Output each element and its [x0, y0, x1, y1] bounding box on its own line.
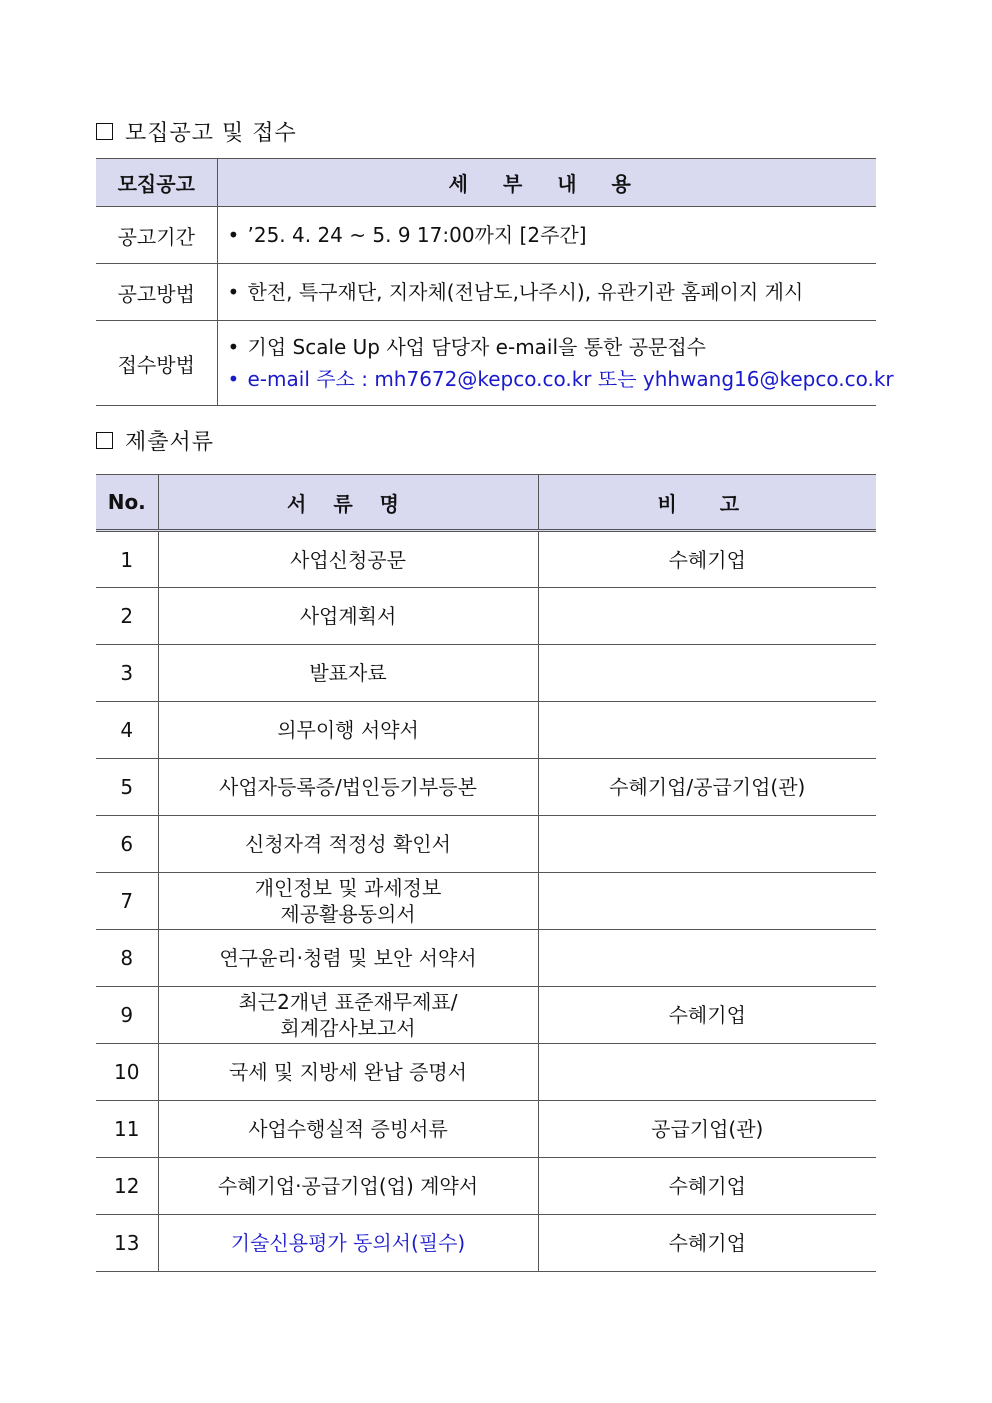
table-header-row	[96, 475, 876, 531]
checkbox-square-icon	[96, 123, 113, 140]
section-title-documents	[96, 425, 214, 456]
row-content	[217, 207, 876, 264]
header-document-name: 서 류 명	[158, 475, 538, 531]
header-details: 세 부 내 용	[217, 159, 876, 207]
row-note	[538, 816, 876, 873]
row-no: 2	[96, 588, 158, 645]
table-row	[96, 930, 876, 987]
row-note: 수혜기업	[538, 1158, 876, 1215]
submission-text: 기업 Scale Up 사업 담당자 e-mail을 통한 공문접수	[247, 335, 706, 359]
row-note	[538, 873, 876, 930]
period-text: ’25. 4. 24 ~ 5. 9 17:00까지 [2주간]	[247, 223, 587, 247]
table-header-row	[96, 159, 876, 207]
row-note	[538, 588, 876, 645]
row-no: 1	[96, 531, 158, 588]
row-note: 수혜기업/공급기업(관)	[538, 759, 876, 816]
table-row	[96, 264, 876, 321]
row-no: 10	[96, 1044, 158, 1101]
row-document-name: 사업자등록증/법인등기부등본	[158, 759, 538, 816]
table-row	[96, 1044, 876, 1101]
document-name-line1: 최근2개년 표준재무제표/	[238, 990, 458, 1014]
bullet-icon: •	[227, 280, 240, 304]
table-row	[96, 321, 876, 406]
table-row	[96, 987, 876, 1044]
row-no: 3	[96, 645, 158, 702]
section-title-text: 모집공고 및 접수	[125, 121, 297, 146]
method-text: 한전, 특구재단, 지자체(전남도,나주시), 유관기관 홈페이지 게시	[247, 280, 804, 304]
email-text[interactable]: e-mail 주소 : mh7672@kepco.co.kr 또는 yhhwang16@kepco.co.kr	[247, 367, 894, 391]
row-note	[538, 930, 876, 987]
table-row	[96, 702, 876, 759]
header-note: 비 고	[538, 475, 876, 531]
bullet-icon: •	[227, 223, 240, 247]
table-row	[96, 588, 876, 645]
row-no: 5	[96, 759, 158, 816]
row-document-name: 연구윤리·청렴 및 보안 서약서	[158, 930, 538, 987]
row-label: 공고기간	[96, 207, 217, 264]
row-note: 수혜기업	[538, 1215, 876, 1272]
row-document-name: 신청자격 적정성 확인서	[158, 816, 538, 873]
row-document-name: 의무이행 서약서	[158, 702, 538, 759]
row-document-name: 사업계획서	[158, 588, 538, 645]
row-no: 13	[96, 1215, 158, 1272]
section-title-text: 제출서류	[125, 430, 215, 455]
row-document-name: 기술신용평가 동의서(필수)	[158, 1215, 538, 1272]
table-row	[96, 531, 876, 588]
row-note	[538, 1044, 876, 1101]
row-note: 공급기업(관)	[538, 1101, 876, 1158]
header-recruitment: 모집공고	[96, 159, 217, 207]
row-document-name: 발표자료	[158, 645, 538, 702]
row-content	[217, 264, 876, 321]
row-no: 9	[96, 987, 158, 1044]
row-no: 11	[96, 1101, 158, 1158]
row-no: 6	[96, 816, 158, 873]
row-document-name	[158, 873, 538, 930]
table-row	[96, 816, 876, 873]
document-name-line1: 개인정보 및 과세정보	[254, 876, 442, 900]
bullet-icon: •	[227, 335, 240, 359]
row-content	[217, 321, 894, 406]
table-row	[96, 645, 876, 702]
table-row	[96, 873, 876, 930]
row-no: 7	[96, 873, 158, 930]
table-row	[96, 1158, 876, 1215]
row-document-name: 국세 및 지방세 완납 증명서	[158, 1044, 538, 1101]
row-document-name	[158, 987, 538, 1044]
header-no: No.	[96, 475, 158, 531]
row-document-name: 수혜기업·공급기업(업) 계약서	[158, 1158, 538, 1215]
row-no: 8	[96, 930, 158, 987]
row-no: 4	[96, 702, 158, 759]
row-no: 12	[96, 1158, 158, 1215]
row-document-name: 사업수행실적 증빙서류	[158, 1101, 538, 1158]
checkbox-square-icon	[96, 432, 113, 449]
table-row	[96, 759, 876, 816]
row-note: 수혜기업	[538, 987, 876, 1044]
row-label: 공고방법	[96, 264, 217, 321]
recruitment-table	[96, 158, 894, 406]
table-row	[96, 207, 876, 264]
documents-table	[96, 474, 876, 1272]
section-title-recruitment	[96, 116, 297, 147]
document-name-line2: 회계감사보고서	[280, 1016, 416, 1040]
row-note	[538, 645, 876, 702]
table-row	[96, 1101, 876, 1158]
row-note: 수혜기업	[538, 531, 876, 588]
row-note	[538, 702, 876, 759]
row-label: 접수방법	[96, 321, 217, 406]
document-name-line2: 제공활용동의서	[280, 902, 416, 926]
table-row	[96, 1215, 876, 1272]
row-document-name: 사업신청공문	[158, 531, 538, 588]
bullet-icon: •	[227, 367, 240, 391]
